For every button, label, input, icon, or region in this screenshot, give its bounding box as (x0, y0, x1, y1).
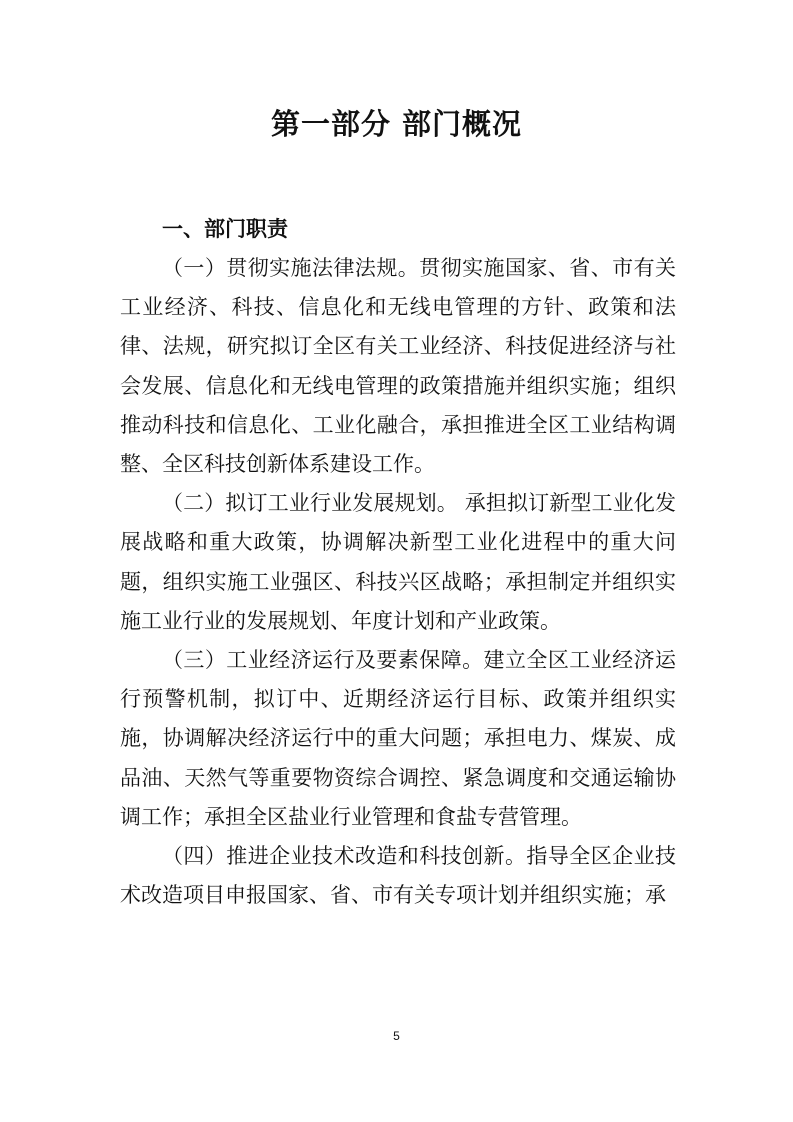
paragraph-2: （二）拟订工业行业发展规划。 承担拟订新型工业化发展战略和重大政策，协调解决新型工业化进程中的重大问题，组织实施工业强区、科技兴区战略；承担制定并组织实施工业行业的发展规划、年度计划和产业政策。 (120, 491, 676, 633)
page-number: 5 (393, 1029, 400, 1043)
paragraph-3: （三）工业经济运行及要素保障。建立全区工业经济运行预警机制，拟订中、近期经济运行目标、政策并组织实施，协调解决经济运行中的重大问题；承担电力、煤炭、成品油、天然气等重要物资综合调控、紧急调度和交通运输协调工作；承担全区盐业行业管理和食盐专营管理。 (120, 648, 676, 829)
paragraph-1: （一）贯彻实施法律法规。贯彻实施国家、省、市有关工业经济、科技、信息化和无线电管理的方针、政策和法律、法规，研究拟订全区有关工业经济、科技促进经济与社会发展、信息化和无线电管理的政策措施并组织实施；组织推动科技和信息化、工业化融合，承担推进全区工业结构调整、全区科技创新体系建设工作。 (120, 256, 676, 477)
paragraph-4: （四）推进企业技术改造和科技创新。指导全区企业技术改造项目申报国家、省、市有关专项计划并组织实施；承 (120, 844, 676, 908)
document-body (120, 210, 676, 915)
page-title: 第一部分 部门概况 (270, 107, 523, 141)
section-heading: 一、部门职责 (162, 217, 288, 241)
